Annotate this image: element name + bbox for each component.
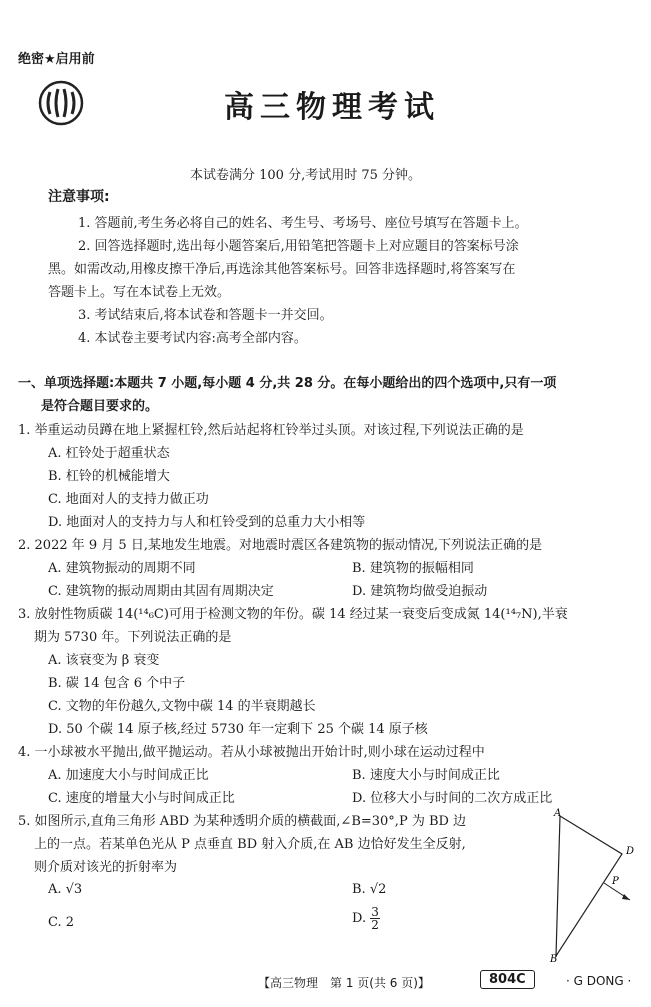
vertex-d-label: D	[626, 846, 635, 857]
fraction-numerator: 3	[371, 905, 379, 919]
section-heading: 是符合题目要求的。	[41, 399, 159, 414]
section-heading: 一、单项选择题:本题共 7 小题,每小题 4 分,共 28 分。在每小题给出的四个选项中,只有一项	[18, 376, 557, 391]
question-3-option-a: A. 该衰变为 β 衰变	[48, 653, 160, 668]
question-4-option-a: A. 加速度大小与时间成正比	[48, 768, 209, 783]
question-5-stem: 上的一点。若某单色光从 P 点垂直 BD 射入介质,在 AB 边恰好发生全反射,	[34, 837, 466, 852]
question-3-option-b: B. 碳 14 包含 6 个中子	[48, 676, 186, 691]
question-3-stem: 期为 5730 年。下列说法正确的是	[34, 630, 232, 645]
question-2-option-b: B. 建筑物的振幅相同	[352, 561, 474, 576]
question-3-option-c: C. 文物的年份越久,文物中碳 14 的半衰期越长	[48, 699, 316, 714]
question-5-option-d	[352, 906, 380, 931]
vertex-b-label: B	[550, 954, 558, 964]
notice-line: 答题卡上。写在本试卷上无效。	[48, 285, 231, 300]
question-2-option-d: D. 建筑物均做受迫振动	[352, 584, 488, 599]
fraction	[370, 906, 380, 931]
question-1-option-c: C. 地面对人的支持力做正功	[48, 492, 209, 507]
question-5-option-b: B. √2	[352, 882, 387, 897]
question-4-option-d: D. 位移大小与时间的二次方成正比	[352, 791, 553, 806]
page-title: 高三物理考试	[224, 90, 440, 125]
option-d-prefix: D.	[352, 911, 371, 926]
question-1-option-b: B. 杠铃的机械能增大	[48, 469, 170, 484]
question-1-option-d: D. 地面对人的支持力与人和杠铃受到的总重力大小相等	[48, 515, 366, 530]
footer-code-badge: 804C	[480, 970, 535, 989]
question-5-stem: 则介质对该光的折射率为	[34, 860, 178, 875]
question-1-option-a: A. 杠铃处于超重状态	[48, 446, 170, 461]
question-5-stem: 5. 如图所示,直角三角形 ABD 为某种透明介质的横截面,∠B=30°,P 为 BD 边	[18, 814, 467, 829]
vertex-a-label: A	[554, 808, 562, 819]
question-2-stem: 2. 2022 年 9 月 5 日,某地发生地震。对地震时震区各建筑物的振动情况,下列说法正确的是	[18, 538, 543, 553]
point-p-label: P	[612, 876, 619, 887]
notice-line: 黑。如需改动,用橡皮擦干净后,再选涂其他答案标号。回答非选择题时,将答案写在	[48, 262, 516, 277]
question-4-option-b: B. 速度大小与时间成正比	[352, 768, 500, 783]
question-4-option-c: C. 速度的增量大小与时间成正比	[48, 791, 235, 806]
confidential-mark: 绝密★启用前	[18, 52, 95, 67]
question-4-stem: 4. 一小球被水平抛出,做平抛运动。若从小球被抛出开始计时,则小球在运动过程中	[18, 745, 485, 760]
question-2-option-c: C. 建筑物的振动周期由其固有周期决定	[48, 584, 274, 599]
ray-arrow-icon	[622, 894, 630, 900]
question-2-option-a: A. 建筑物振动的周期不同	[48, 561, 196, 576]
publisher-logo-icon	[38, 80, 84, 126]
notice-line: 3. 考试结束后,将本试卷和答题卡一并交回。	[78, 308, 333, 323]
question-1-stem: 1. 举重运动员蹲在地上紧握杠铃,然后站起将杠铃举过头顶。对该过程,下列说法正确的是	[18, 423, 524, 438]
question-5-option-c: C. 2	[48, 915, 75, 930]
exam-intro: 本试卷满分 100 分,考试用时 75 分钟。	[190, 168, 422, 183]
notice-line: 1. 答题前,考生务必将自己的姓名、考生号、考场号、座位号填写在答题卡上。	[78, 216, 528, 231]
footer-brand: · G DONG ·	[566, 974, 632, 988]
fraction-denominator: 2	[371, 918, 379, 932]
triangle-diagram	[540, 808, 640, 964]
question-5-option-a: A. √3	[48, 882, 83, 897]
notice-line: 2. 回答选择题时,选出每小题答案后,用铅笔把答题卡上对应题目的答案标号涂	[78, 239, 519, 254]
question-3-option-d: D. 50 个碳 14 原子核,经过 5730 年一定剩下 25 个碳 14 原子核	[48, 722, 428, 737]
footer-page-info: 【高三物理 第 1 页(共 6 页)】	[258, 976, 430, 990]
question-3-stem: 3. 放射性物质碳 14(¹⁴₆C)可用于检测文物的年份。碳 14 经过某一衰变后变成氮 14(¹⁴₇N),半衰	[18, 607, 568, 622]
notice-heading: 注意事项:	[48, 189, 110, 205]
notice-line: 4. 本试卷主要考试内容:高考全部内容。	[78, 331, 307, 346]
